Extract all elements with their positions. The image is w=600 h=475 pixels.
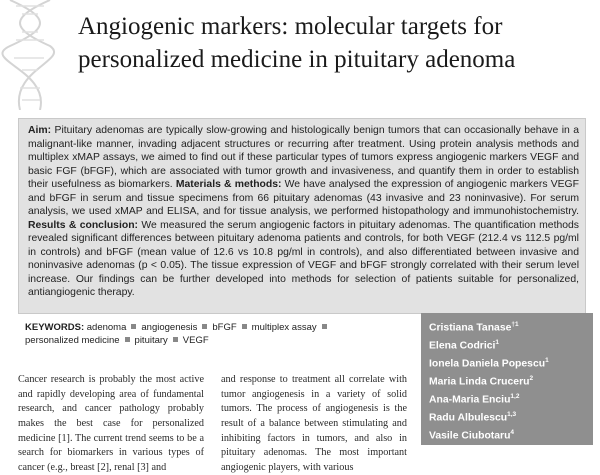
body-column-2: and response to treatment all correlate with tumor angiogenesis in a variety of solid tumors. The process of angiogenesis is the result of a balance between stimulating and inhibiting factors in tumors, and also in pituitary adenomas. The most important angiogenic players, with various [221,374,407,473]
author-list [421,313,593,460]
keyword: VEGF [171,335,209,346]
author: Cristiana Tanase$^{\dagger 1}$ [429,321,519,334]
author: Vasile Ciubotaru$^4$ [429,428,515,442]
keyword: adenoma [86,322,127,333]
keywords [25,322,380,347]
author: Maria Linda Cruceru$^2$ [429,374,534,388]
author: Ionela Daniela Popescu$^1$ [429,356,549,370]
author: Ana-Maria Enciu$^{1,2}$ [429,392,520,406]
aim-text: Pituitary adenomas are typically slow-growing and histologically benign tumors that can occasionally behave in a malignant-like manner, invading adjacent structures or recurring after treatment. Using protein analysis methods and multiplex xMAP assays, we aimed to find out if these particular types of tumors express angiogenic markers VEGF and basic FGF (bFGF), which are associated with tumor growth and invasiveness, and quantify them in order to establish their usefulness as biomarkers. [28,125,579,190]
keyword: multiplex assay [240,322,317,333]
results-label: Results & conclusion: [28,219,139,231]
results-text: We measured the serum angiogenic factors in pituitary adenomas. The quantification methods revealed significant differences between pituitary adenoma patients and controls, for both VEGF (212.4 vs 112.5 pg/ml in controls) and bFGF (mean value of 12.6 vs 10.8 pg/ml in controls), and also differentiated between invasive and noninvasive adenomas (p < 0.05). The tissue expression of VEGF and bFGF strongly correlated with their serum level increase. Our findings can be further developed into methods for selection of patients suitable for personalized, antiangiogenic therapy. [28,219,580,298]
keyword: pituitary [123,335,168,346]
keyword: bFGF [200,322,236,333]
author: Radu Albulescu$^{1,3}$ [429,410,517,424]
methods-text: We have analysed the expression of angiogenic markers VEGF and bFGF in serum and tissue specimens from 66 pituitary adenomas (43 invasive and 23 noninvasive). For serum analysis, we used xMAP and ELISA, and for tissue analysis, we performed histopathology and immunohistochemistry. [28,179,579,217]
author: & Dorel Arsene$^5$ [429,446,508,460]
title-line-1: Angiogenic markers: molecular targets for [78,13,503,40]
dna-helix-decoration [0,0,62,110]
keyword: personalized medicine [25,322,332,346]
body-column-1: Cancer research is probably the most active and rapidly developing area of fundamental research, and cancer pathology probably makes the best case for personalized medicine [1]. The current trend seems to be a search for biomarkers in various types of cancer (e.g., breast [2], renal [3] and [18,374,204,473]
article-title [78,10,593,76]
title-line-2: personalized medicine in pituitary adenoma [78,46,516,73]
abstract-box [18,118,586,314]
aim-label: Aim: [28,125,52,136]
keywords-label: KEYWORDS: [25,322,85,333]
author: Elena Codrici$^1$ [429,338,500,352]
keyword: angiogenesis [129,322,197,333]
methods-label: Materials & methods: [175,179,282,190]
